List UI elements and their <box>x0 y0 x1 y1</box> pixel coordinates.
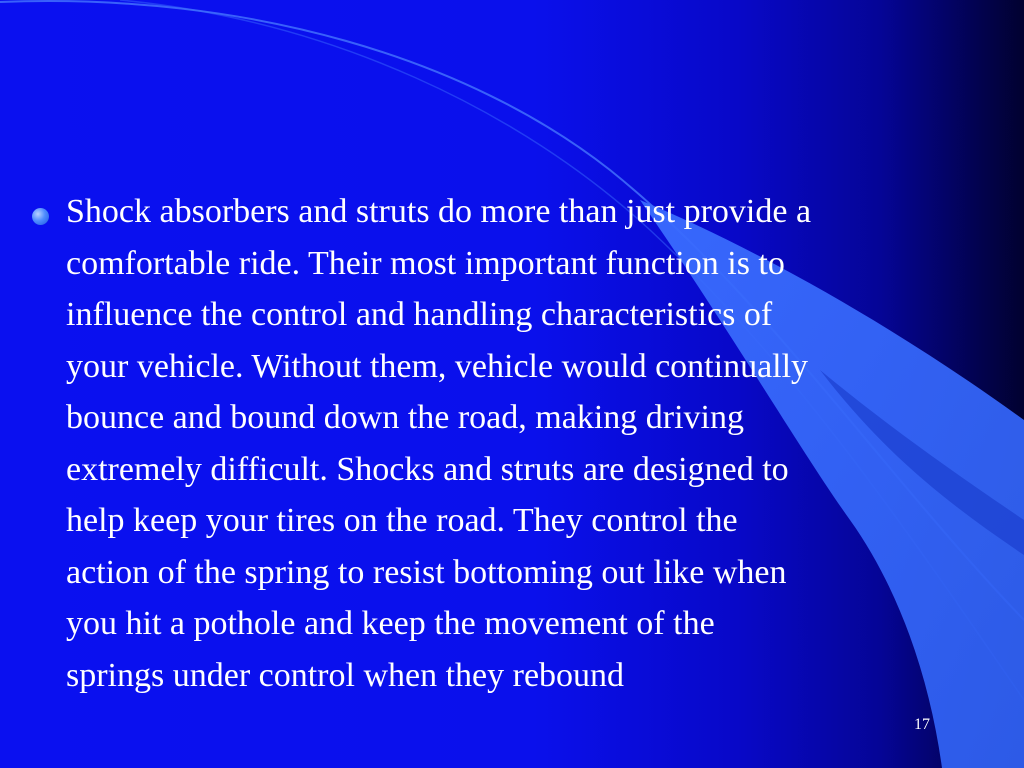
bullet-line: influence the control and handling characteristics of <box>66 296 773 333</box>
bullet-line: springs under control when they rebound <box>66 656 625 694</box>
bullet-line: your vehicle. Without them, vehicle would continually <box>66 347 809 385</box>
bullet-text <box>66 186 1020 701</box>
bullet-dot-icon <box>32 208 49 225</box>
bullet-line: action of the spring to resist bottoming out like when <box>66 553 787 591</box>
slide-body <box>30 186 1020 701</box>
bullet-line: comfortable ride. Their most important function is to <box>66 244 785 282</box>
bullet-line: help keep your tires on the road. They control the <box>66 502 738 539</box>
bullet-line: Shock absorbers and struts do more than just provide a <box>66 193 812 230</box>
bullet-item <box>30 186 1020 701</box>
bullet-line: bounce and bound down the road, making driving <box>66 399 744 436</box>
bullet-line: extremely difficult. Shocks and struts are designed to <box>66 450 789 488</box>
page-number: 17 <box>914 716 930 733</box>
bullet-line: you hit a pothole and keep the movement of the <box>66 605 715 642</box>
